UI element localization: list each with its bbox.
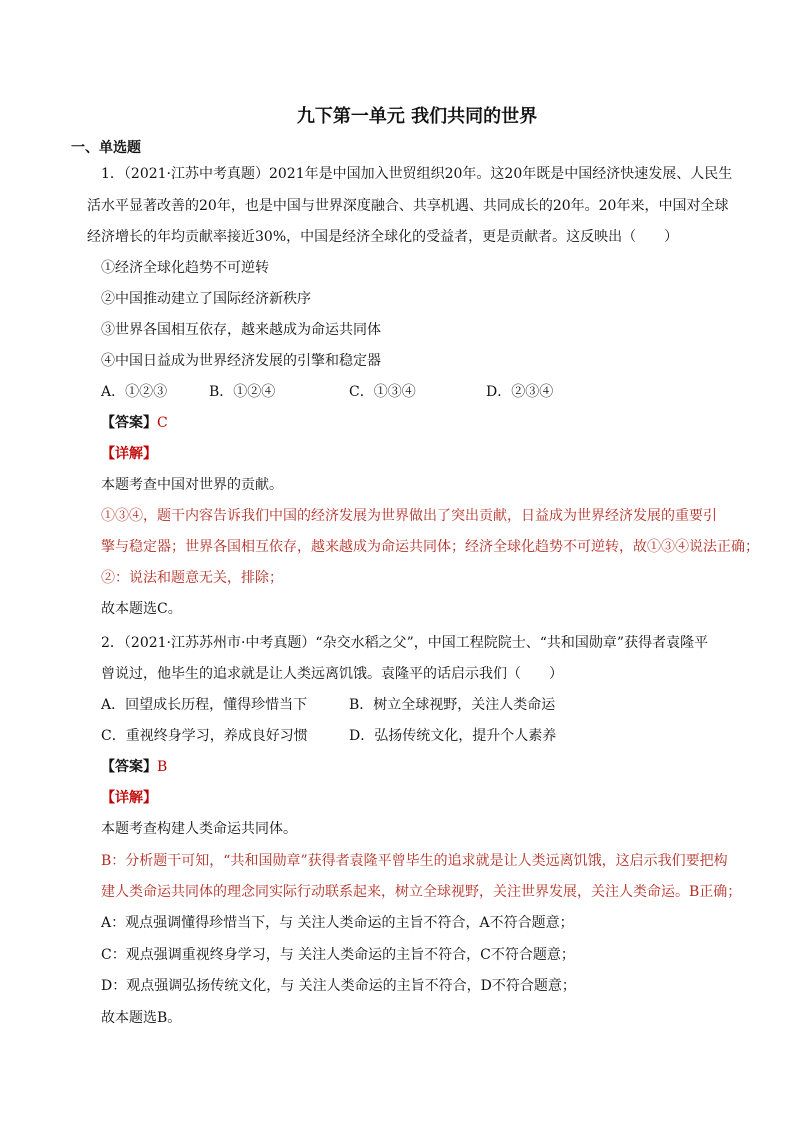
q2-conclusion: 故本题选B。 <box>101 1010 182 1026</box>
q2-explain-line: B：分析题干可知，“共和国勋章”获得者袁隆平曾毕生的追求就是让人类远离饥饿，这启示我们要把构 <box>101 853 728 869</box>
q2-topic: 本题考查构建人类命运共同体。 <box>101 821 297 837</box>
q1-option-a: A．①②③ <box>101 384 168 400</box>
q1-statement: ①经济全球化趋势不可逆转 <box>101 260 269 276</box>
answer-label: 【答案】 <box>101 759 157 775</box>
q2-option-d: D．弘扬传统文化，提升个人素养 <box>349 728 557 744</box>
q1-option-b: B．①②④ <box>209 384 276 400</box>
q2-answer <box>101 757 167 777</box>
answer-value: B <box>157 759 168 775</box>
q1-explain-line: 擎与稳定器；世界各国相互依存，越来越成为命运共同体；经济全球化趋势不可逆转，故①③④说法正确； <box>101 539 759 555</box>
q1-stem-line: 1．（2021·江苏中考真题）2021年是中国加入世贸组织20年。这20年既是中国经济快速发展、人民生 <box>101 166 733 182</box>
page-title: 九下第一单元 我们共同的世界 <box>296 106 538 127</box>
q1-answer <box>101 413 168 433</box>
q1-statement: ③世界各国相互依存，越来越成为命运共同体 <box>101 322 381 338</box>
q1-stem-line: 经济增长的年均贡献率接近30%，中国是经济全球化的受益者，更是贡献者。这反映出（ ） <box>87 229 679 245</box>
section-heading: 一、单选题 <box>71 140 141 156</box>
q2-option-b: B．树立全球视野，关注人类命运 <box>349 697 556 713</box>
q1-statement: ②中国推动建立了国际经济新秩序 <box>101 291 311 307</box>
answer-value: C <box>157 415 168 431</box>
q1-topic: 本题考查中国对世界的贡献。 <box>101 477 283 493</box>
q2-option-c: C．重视终身学习，养成良好习惯 <box>101 728 308 744</box>
q1-explain-line: ①③④，题干内容告诉我们中国的经济发展为世界做出了突出贡献，日益成为世界经济发展的重要引 <box>101 508 717 524</box>
q2-option-a: A．回望成长历程，懂得珍惜当下 <box>101 697 308 713</box>
q1-detail-label: 【详解】 <box>101 446 157 462</box>
q2-explain-line: D：观点强调弘扬传统文化，与 关注人类命运的主旨不符合，D不符合题意； <box>101 978 576 994</box>
q2-stem-line: 2．（2021·江苏苏州市·中考真题）“杂交水稻之父”，中国工程院院士、“共和国勋章”获得者袁隆平 <box>101 635 709 651</box>
q1-explain-line: ②：说法和题意无关，排除； <box>101 570 283 586</box>
q1-option-c: C．①③④ <box>349 384 416 400</box>
q1-stem-line: 活水平显著改善的20年，也是中国与世界深度融合、共享机遇、共同成长的20年。20年来，中国对全球 <box>87 198 729 214</box>
q2-detail-label: 【详解】 <box>101 790 157 806</box>
q2-stem-line: 曾说过，他毕生的追求就是让人类远离饥饿。袁隆平的话启示我们（ ） <box>101 666 563 682</box>
q1-conclusion: 故本题选C。 <box>101 601 182 617</box>
q1-option-d: D．②③④ <box>486 384 554 400</box>
q2-explain-line: C：观点强调重视终身学习，与 关注人类命运的主旨不符合，C不符合题意； <box>101 947 575 963</box>
q2-explain-line: 建人类命运共同体的理念同实际行动联系起来，树立全球视野，关注世界发展，关注人类命运。B正确； <box>101 884 742 900</box>
answer-label: 【答案】 <box>101 415 157 431</box>
q1-statement: ④中国日益成为世界经济发展的引擎和稳定器 <box>101 353 381 369</box>
q2-explain-line: A：观点强调懂得珍惜当下，与 关注人类命运的主旨不符合，A不符合题意； <box>101 915 574 931</box>
